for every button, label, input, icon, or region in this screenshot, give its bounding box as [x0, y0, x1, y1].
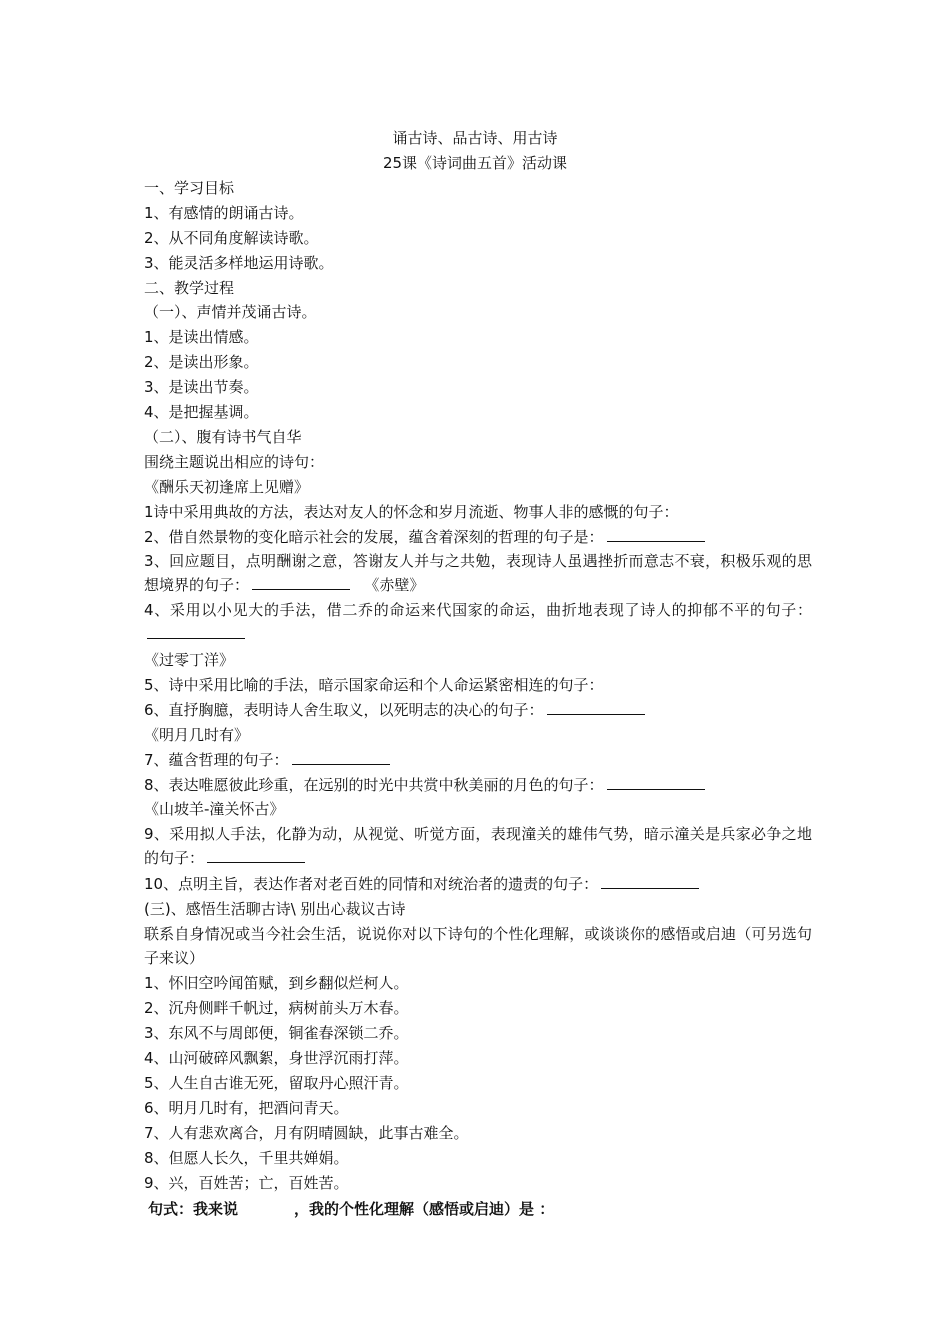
question-text: 7、蕴含哲理的句子：	[144, 751, 289, 769]
verse-item: 1、怀旧空吟闻笛赋，到乡翻似烂柯人。	[144, 974, 409, 992]
document-subtitle: 25课《诗词曲五首》活动课	[382, 154, 568, 172]
subsection-heading-1: （一）、声情并茂诵古诗。	[144, 303, 317, 321]
recite-item: 3、是读出节奏。	[144, 378, 259, 396]
document-title: 诵古诗、品古诗、用古诗	[392, 129, 558, 147]
verse-item: 8、但愿人长久，千里共婵娟。	[144, 1149, 349, 1167]
question-item	[144, 698, 812, 722]
subsection-heading-2: （二）、腹有诗书气自华	[144, 428, 302, 446]
question-item	[144, 773, 812, 797]
question-item	[144, 598, 812, 646]
answer-blank[interactable]	[252, 573, 350, 590]
question-text: 3、回应题目，点明酬谢之意，答谢友人并与之共勉，表现诗人虽遇挫折而意志不衰，积极乐观的思想境界的句子：	[144, 552, 812, 594]
answer-blank[interactable]	[147, 622, 245, 639]
recite-item: 4、是把握基调。	[144, 403, 259, 421]
subsection-intro-3: 联系自身情况或当今社会生活，说说你对以下诗句的个性化理解，或谈谈你的感悟或启迪（可另选句子来议）	[144, 925, 812, 967]
question-item	[144, 872, 812, 896]
sentence-pattern-lead: 句式：我来说	[148, 1200, 239, 1218]
poem-title: 《明月几时有》	[144, 726, 250, 744]
verse-item: 6、明月几时有，把酒问青天。	[144, 1099, 349, 1117]
recite-item: 1、是读出情感。	[144, 328, 259, 346]
section-heading-process: 二、教学过程	[144, 279, 235, 297]
verse-item: 2、沉舟侧畔千帆过，病树前头万木春。	[144, 999, 409, 1017]
question-text: 6、直抒胸臆，表明诗人舍生取义，以死明志的决心的句子：	[144, 701, 544, 719]
question-item: 5、诗中采用比喻的手法，暗示国家命运和个人命运紧密相连的句子：	[144, 676, 604, 694]
verse-item: 7、人有悲欢离合，月有阴晴圆缺，此事古难全。	[144, 1124, 469, 1142]
answer-blank[interactable]	[607, 773, 705, 790]
question-item	[144, 822, 812, 870]
recite-item: 2、是读出形象。	[144, 353, 259, 371]
question-item: 1诗中采用典故的方法，表达对友人的怀念和岁月流逝、物事人非的感慨的句子：	[144, 503, 679, 521]
goal-item: 3、能灵活多样地运用诗歌。	[144, 254, 334, 272]
poem-title: 《赤壁》	[364, 576, 425, 594]
question-text: 2、借自然景物的变化暗示社会的发展，蕴含着深刻的哲理的句子是：	[144, 528, 604, 546]
question-item	[144, 748, 812, 772]
sentence-pattern-tail: ，我的个性化理解（感悟或启迪）是 ：	[294, 1200, 555, 1218]
section-heading-goals: 一、学习目标	[144, 179, 235, 197]
question-text: 8、表达唯愿彼此珍重，在远别的时光中共赏中秋美丽的月色的句子：	[144, 776, 604, 794]
question-item	[144, 525, 812, 549]
question-text: 10、点明主旨，表达作者对老百姓的同情和对统治者的遗责的句子：	[144, 875, 599, 893]
verse-item: 4、山河破碎风飘絮，身世浮沉雨打萍。	[144, 1049, 409, 1067]
answer-blank[interactable]	[601, 872, 699, 889]
verse-item: 9、兴，百姓苦；亡，百姓苦。	[144, 1174, 349, 1192]
poem-title: 《酬乐天初逢席上见赠》	[144, 478, 310, 496]
goal-item: 1、有感情的朗诵古诗。	[144, 204, 304, 222]
answer-blank[interactable]	[207, 846, 305, 863]
poem-title: 《过零丁洋》	[144, 651, 235, 669]
question-text: 4、采用以小见大的手法，借二乔的命运来代国家的命运，曲折地表现了诗人的抑郁不平的句子：	[144, 601, 812, 619]
answer-blank[interactable]	[607, 525, 705, 542]
verse-item: 5、人生自古谁无死，留取丹心照汗青。	[144, 1074, 409, 1092]
verse-item: 3、东风不与周郎便，铜雀春深锁二乔。	[144, 1024, 409, 1042]
subsection-intro-2: 围绕主题说出相应的诗句：	[144, 453, 325, 471]
subsection-heading-3: (三)、感悟生活聊古诗\ 别出心裁议古诗	[144, 900, 406, 918]
answer-blank[interactable]	[547, 698, 645, 715]
sentence-pattern	[148, 1197, 816, 1221]
question-text: 9、采用拟人手法，化静为动，从视觉、听觉方面，表现潼关的雄伟气势，暗示潼关是兵家必争之地的句子：	[144, 825, 812, 867]
poem-title: 《山坡羊-潼关怀古》	[144, 800, 285, 818]
answer-blank[interactable]	[292, 748, 390, 765]
goal-item: 2、从不同角度解读诗歌。	[144, 229, 319, 247]
question-item	[144, 549, 812, 597]
